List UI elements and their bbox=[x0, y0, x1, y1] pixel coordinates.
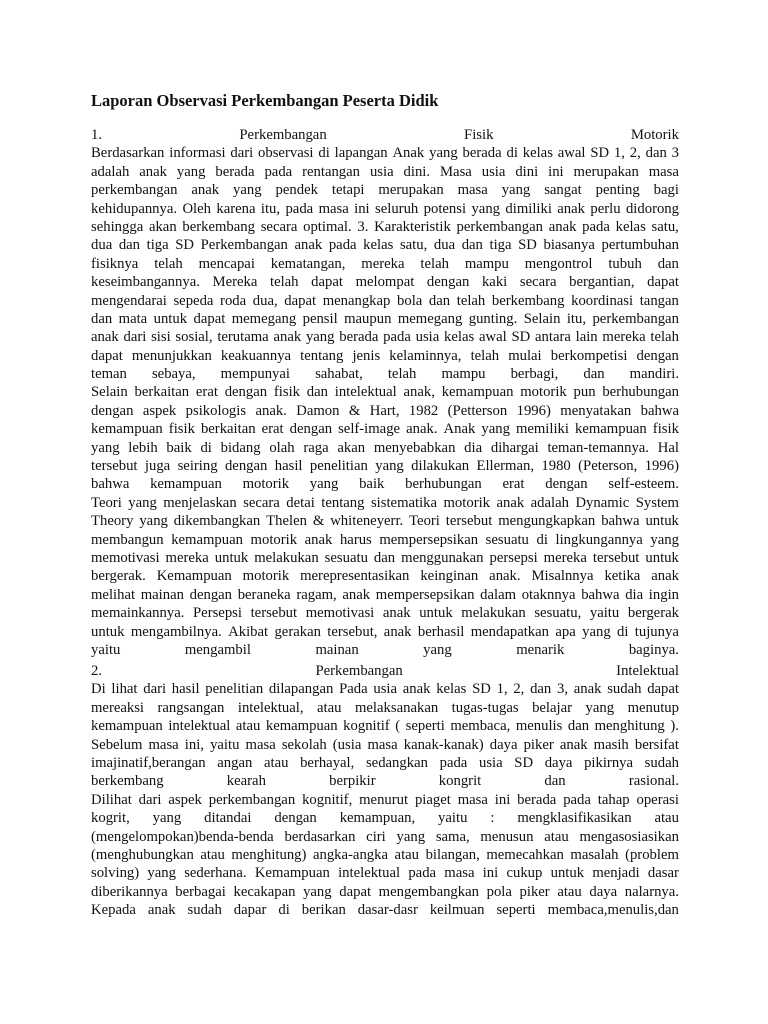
paragraph-line: memainkannya. Persepsi tersebut memotivasi anak untuk melakukan sesuatu, yaitu bergerak bbox=[91, 605, 679, 622]
section-intellectual bbox=[91, 662, 679, 919]
paragraph-line: kogrit, yang ditandai dengan kemampuan, yaitu : mengklasifikasikan atau bbox=[91, 810, 679, 827]
paragraph-line: kemampuan intelektual atau kemampuan kognitif ( seperti membaca, menulis dan menghitung ). bbox=[91, 718, 679, 735]
paragraph-line: Di lihat dari hasil penelitian dilapangan Pada usia anak kelas SD 1, 2, dan 3, anak sudah dapat bbox=[91, 681, 679, 698]
paragraph-line: mengendarai sepeda roda dua, dapat menangkap bola dan telah berkembang koordinasi tangan bbox=[91, 292, 679, 309]
paragraph-line: fisiknya telah mencapai kematangan, mereka telah mampu mengontrol tubuh dan bbox=[91, 255, 679, 272]
paragraph-line: bergerak. Kemampuan motorik merepresentasikan keinginan anak. Misalnnya ketika anak bbox=[91, 568, 679, 585]
paragraph-line: Berdasarkan informasi dari observasi di lapangan Anak yang berada di kelas awal SD 1, 2, dan 3 bbox=[91, 145, 679, 162]
paragraph-line: bahwa kemampuan motorik yang baik berhubungan erat dengan self-esteem. bbox=[91, 476, 679, 493]
paragraph-line: (menghubungkan atau menghitung) angka-angka atau bilangan, memecahkan masalah (problem bbox=[91, 846, 679, 863]
paragraph-line: dengan aspek psikologis anak. Damon & Hart, 1982 (Petterson 1996) menyatakan bahwa bbox=[91, 402, 679, 419]
paragraph-line: teman sebaya, mempunyai sahabat, telah mampu berbagi, dan mandiri. bbox=[91, 366, 679, 383]
paragraph-line: perkembangan anak yang pendek tetapi merupakan masa yang sangat penting bagi bbox=[91, 182, 679, 199]
paragraph-line: solving) yang sederhana. Kemampuan intelektual pada masa ini cukup untuk menjadi dasar bbox=[91, 865, 679, 882]
paragraph-line: berkembang kearah berpikir kongrit dan rasional. bbox=[91, 773, 679, 790]
document-title: Laporan Observasi Perkembangan Peserta Didik bbox=[91, 91, 439, 110]
paragraph-line: kehidupannya. Oleh karena itu, pada masa ini seluruh potensi yang dimiliki anak perlu didorong bbox=[91, 200, 679, 217]
paragraph-line: 1. Perkembangan Fisik Motorik bbox=[91, 127, 679, 143]
paragraph-line: imajinatif,berangan angan atau berhayal, sedangkan pada usia SD daya pikirnya sudah bbox=[91, 754, 679, 771]
paragraph-line: yang lebih baik di bidang olah raga akan menyebabkan dia dihargai teman-temannya. Hal bbox=[91, 439, 679, 456]
paragraph-line: dapat menunjukkan keakuannya tentang jenis kelaminnya, telah mulai berkompetisi dengan bbox=[91, 347, 679, 364]
paragraph-line: Theory yang dikembangkan Thelen & whiteneyerr. Teori tersebut mengungkapkan bahwa untuk bbox=[91, 513, 679, 530]
paragraph-line: Sebelum masa ini, yaitu masa sekolah (usia masa kanak-kanak) daya piker anak masih bersifat bbox=[91, 736, 679, 753]
paragraph-line: dan mata untuk dapat memegang pensil maupun memegang gunting. Selain itu, perkembangan bbox=[91, 310, 679, 327]
paragraph-line: Kepada anak sudah dapar di berikan dasar-dasr keilmuan seperti membaca,menulis,dan bbox=[91, 902, 679, 919]
paragraph-line: sehingga akan berkembang secara optimal. 3. Karakteristik perkembangan anak pada kelas satu, bbox=[91, 218, 679, 235]
paragraph-line: anak dari sisi sosial, terutama anak yang berada pada usia kelas awal SD antara lain mereka telah bbox=[91, 329, 679, 346]
paragraph-line: dua dan tiga SD Perkembangan anak pada kelas satu, dua dan tiga SD biasanya pertumbuhan bbox=[91, 237, 679, 254]
paragraph-line: 2. Perkembangan Intelektual bbox=[91, 663, 679, 679]
paragraph-line: Dilihat dari aspek perkembangan kognitif, menurut piaget masa ini berada pada tahap operasi bbox=[91, 791, 679, 808]
paragraph-line: kemampuan fisik berkaitan erat dengan self-image anak. Anak yang memiliki kemampuan fisik bbox=[91, 421, 679, 438]
paragraph-line: Selain berkaitan erat dengan fisik dan intelektual anak, kemampuan motorik pun berhubungan bbox=[91, 384, 679, 401]
paragraph-line: Teori yang menjelaskan secara detai tentang sistematika motorik anak adalah Dynamic System bbox=[91, 494, 679, 511]
section-physical-motor bbox=[91, 126, 679, 659]
paragraph-line: yaitu mengambil mainan yang menarik baginya. bbox=[91, 641, 679, 658]
paragraph-line: diberikannya berbagai kecakapan yang dapat mengembangkan pola piker atau daya nalarnya. bbox=[91, 883, 679, 900]
paragraph-line: untuk mengambilnya. Akibat gerakan tersebut, anak berhasil mendapatkan apa yang di tujunya bbox=[91, 623, 679, 640]
paragraph-line: melihat mainan dengan beraneka ragam, anak mempersepsikan dalam otaknnya bahwa dia ingin bbox=[91, 586, 679, 603]
paragraph-line: membangun kemampuan motorik anak harus mempersepsikan sesuatu di lingkungannya yang bbox=[91, 531, 679, 548]
paragraph-line: adalah anak yang berada pada rentangan usia dini. Masa usia dini ini merupakan masa bbox=[91, 163, 679, 180]
paragraph-line: memotivasi mereka untuk melakukan sesuatu dan menggunakan persepsi mereka tersebut untuk bbox=[91, 549, 679, 566]
paragraph-line: keseimbangannya. Mereka telah dapat melompat dengan kaki secara bergantian, dapat bbox=[91, 274, 679, 291]
paragraph-line: tersebut juga seiring dengan hasil penelitian yang dilakukan Ellerman, 1980 (Peterson, 1996) bbox=[91, 458, 679, 475]
paragraph-line: mereaksi rangsangan intelektual, atau melaksanakan tugas-tugas belajar yang menutup bbox=[91, 699, 679, 716]
paragraph-line: (mengelompokan)benda-benda berdasarkan ciri yang sama, menusun atau mengasosiasikan bbox=[91, 828, 679, 845]
